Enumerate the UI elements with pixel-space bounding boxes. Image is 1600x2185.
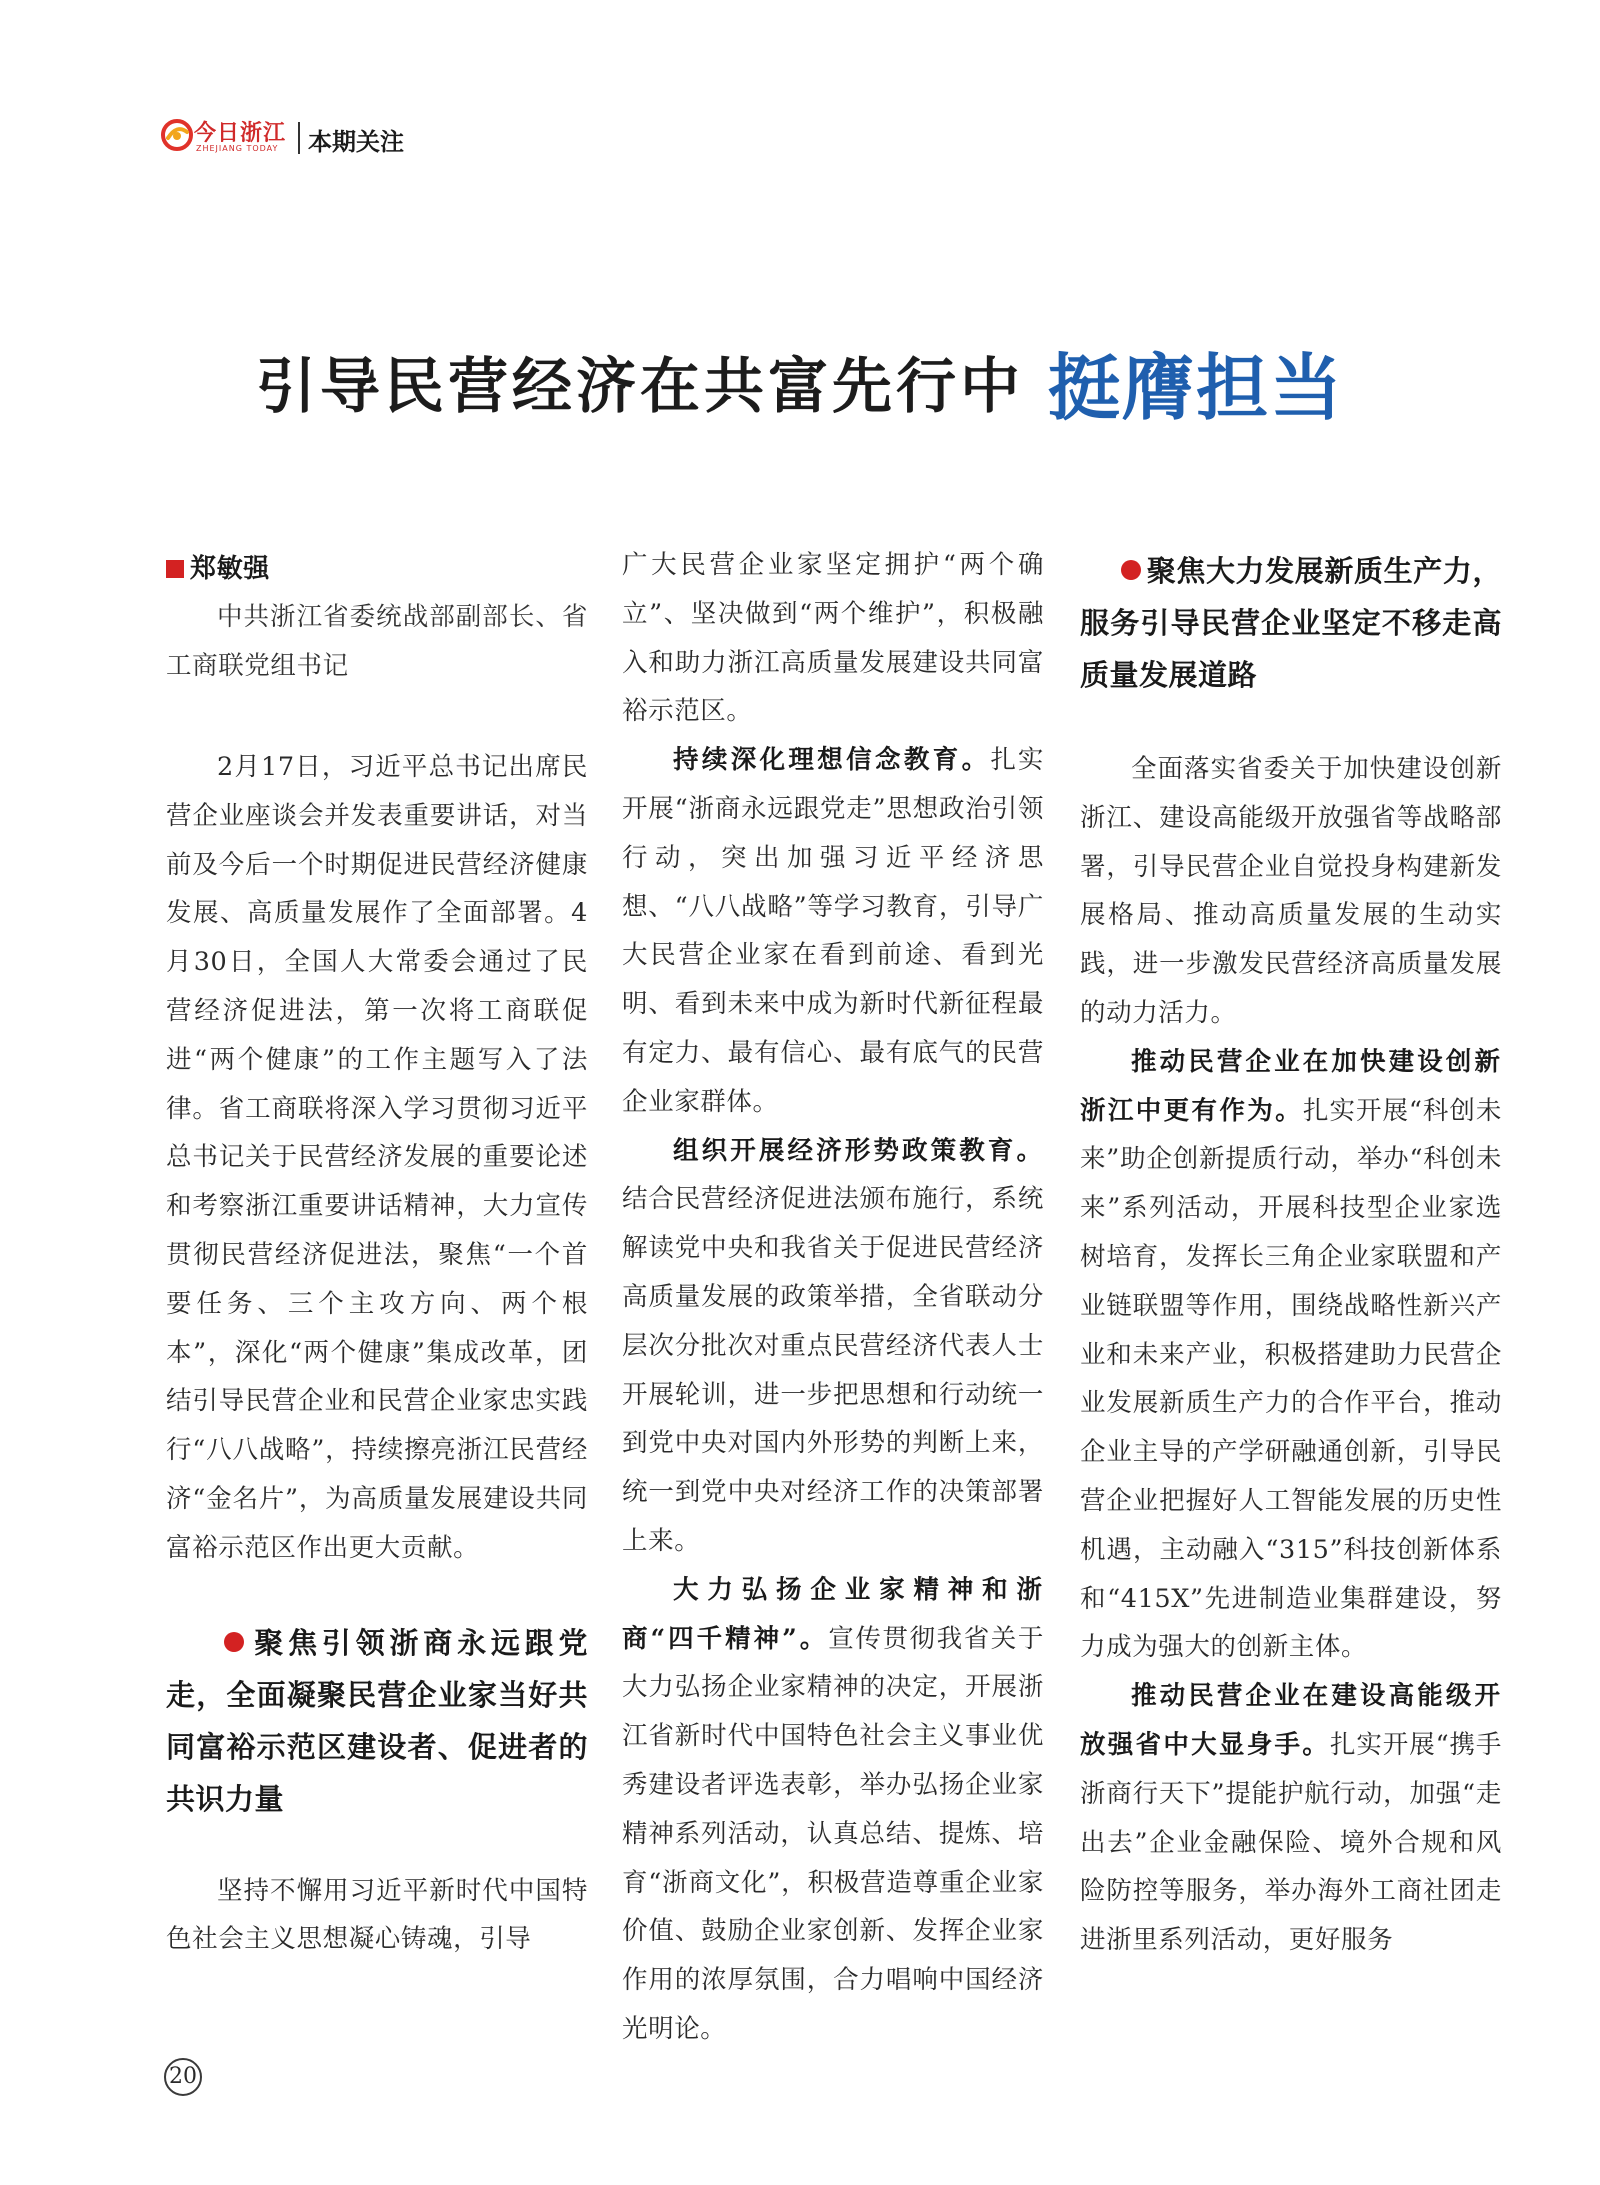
body-paragraph: 广大民营企业家坚定拥护“两个确立”、坚决做到“两个维护”，积极融入和助力浙江高质量发展建设共同富裕示范区。 (622, 550, 1044, 727)
body-paragraph: 组织开展经济形势政策教育。结合民营经济促进法颁布施行，系统解读党中央和我省关于促进民营经济高质量发展的政策举措，全省联动分层次分批次对重点民营经济代表人士开展轮训，进一步把思想和行动统一到党中央对国内外形势的判断上来，统一到党中央对经济工作的决策部署上来。 (622, 1135, 1044, 1556)
body-paragraph: 持续深化理想信念教育。扎实开展“浙商永远跟党走”思想政治引领行动，突出加强习近平经济思想、“八八战略”等学习教育，引导广大民营企业家在看到前途、看到光明、看到未来中成为新时代新征程最有定力、最有信心、最有底气的民营企业家群体。 (622, 745, 1044, 1117)
lead-phrase: 组织开展经济形势政策教育。 (673, 1135, 1044, 1166)
article-title (0, 330, 1600, 434)
body-paragraph: 推动民营企业在建设高能级开放强省中大显身手。扎实开展“携手浙商行天下”提能护航行动，加强“走出去”企业金融保险、境外合规和风险防控等服务，举办海外工商社团走进浙里系列活动，更好服务 (1080, 1681, 1502, 1956)
column-1 (166, 545, 588, 1964)
title-main: 引导民营经济在共富先行中 (255, 352, 1024, 422)
column-2 (622, 545, 1044, 2054)
section-heading-2: 聚焦大力发展新质生产力，服务引导民营企业坚定不移走高质量发展道路 (1080, 554, 1502, 692)
header-divider (298, 122, 300, 154)
title-highlight: 挺膺担当 (1047, 346, 1344, 430)
red-dot-icon (1121, 560, 1141, 580)
lead-phrase: 持续深化理想信念教育。 (673, 745, 991, 776)
lead-phrase: 推动民营企业在建设高能级开放强省中大显身手。 (1080, 1681, 1502, 1760)
intro-paragraph: 2月17日，习近平总书记出席民营企业座谈会并发表重要讲话，对当前及今后一个时期促进民营经济健康发展、高质量发展作了全面部署。4月30日，全国人大常委会通过了民营经济促进法，第一次将工商联促进“两个健康”的工作主题写入了法律。省工商联将深入学习贯彻习近平总书记关于民营经济发展的重要论述和考察浙江重要讲话精神，大力宣传贯彻民营经济促进法，聚焦“一个首要任务、三个主攻方向、两个根本”，深化“两个健康”集成改革，团结引导民营企业和民营企业家忠实践行“八八战略”，持续擦亮浙江民营经济“金名片”，为高质量发展建设共同富裕示范区作出更大贡献。 (166, 752, 588, 1563)
logo-subtext: ZHEJIANG TODAY (196, 144, 279, 153)
logo-swirl-icon (160, 118, 194, 152)
red-dot-icon (224, 1632, 244, 1652)
author-line (166, 545, 588, 593)
logo-text: 今日浙江 (194, 120, 287, 146)
section-label: 本期关注 (308, 128, 404, 156)
body-paragraph: 推动民营企业在加快建设创新浙江中更有作为。扎实开展“科创未来”助企创新提质行动，举办“科创未来”系列活动，开展科技型企业家选树培育，发挥长三角企业家联盟和产业链联盟等作用，围绕战略性新兴产业和未来产业，积极搭建助力民营企业发展新质生产力的合作平台，推动企业主导的产学研融通创新，引导民营企业把握好人工智能发展的历史性机遇，主动融入“315”科技创新体系和“415X”先进制造业集群建设，努力成为强大的创新主体。 (1080, 1046, 1502, 1663)
lead-phrase: 推动民营企业在加快建设创新浙江中更有作为。 (1080, 1046, 1502, 1126)
author-role: 中共浙江省委统战部副部长、省工商联党组书记 (166, 602, 588, 681)
column-3 (1080, 545, 1502, 1965)
author-name: 郑敏强 (190, 554, 270, 584)
section-heading-1: 聚焦引领浙商永远跟党走，全面凝聚民营企业家当好共同富裕示范区建设者、促进者的共识力量 (166, 1625, 588, 1816)
magazine-logo (160, 116, 298, 160)
body-paragraph: 全面落实省委关于加快建设创新浙江、建设高能级开放强省等战略部署，引导民营企业自觉投身构建新发展格局、推动高质量发展的生动实践，进一步激发民营经济高质量发展的动力活力。 (1080, 754, 1502, 1028)
lead-phrase: 大力弘扬企业家精神和浙商“四千精神”。 (622, 1574, 1044, 1654)
page-number: 20 (164, 2058, 202, 2096)
body-paragraph: 大力弘扬企业家精神和浙商“四千精神”。宣传贯彻我省关于大力弘扬企业家精神的决定，开展浙江省新时代中国特色社会主义事业优秀建设者评选表彰，举办弘扬企业家精神系列活动，认真总结、提炼、培育“浙商文化”，积极营造尊重企业家价值、鼓励企业家创新、发挥企业家作用的浓厚氛围，合力唱响中国经济光明论。 (622, 1574, 1044, 2044)
body-paragraph: 坚持不懈用习近平新时代中国特色社会主义思想凝心铸魂，引导 (166, 1875, 588, 1955)
red-square-icon (166, 560, 184, 578)
